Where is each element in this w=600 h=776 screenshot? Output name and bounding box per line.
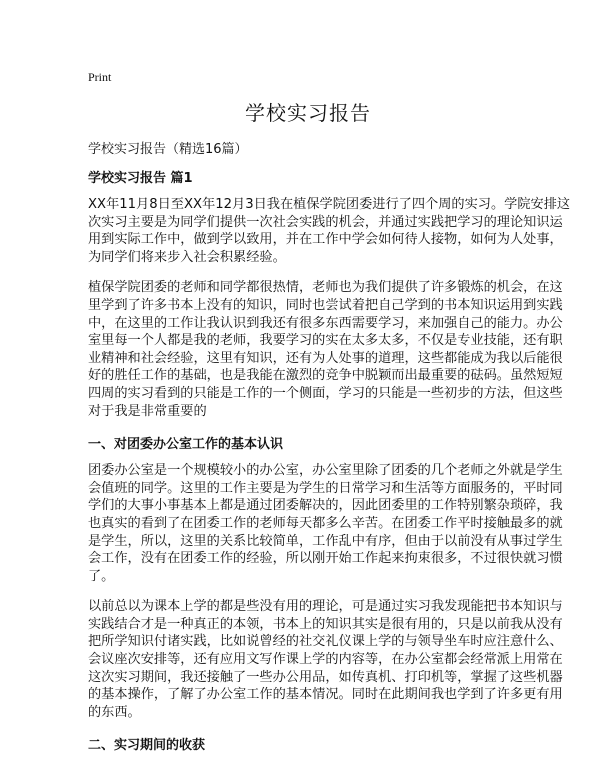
heading-internship-gains: 二、实习期间的收获 [88,738,206,754]
text-line: 室里每一个人都是我的老师，我要学习的实在太多太多，不仅是专业技能，还有职 [88,333,563,349]
text-line: 好的胜任工作的基础，也是我能在激烈的竞争中脱颖而出最重要的砝码。虽然短短 [88,368,563,384]
section-heading: 学校实习报告 篇1 [88,171,193,186]
print-label: Print [88,70,112,84]
text-line: 了。 [88,568,115,584]
heading-basic-understanding: 一、对团委办公室工作的基本认识 [88,437,284,453]
text-line: 也真实的看到了在团委工作的老师每天都多么辛苦。在团委工作平时接触最多的就 [88,515,563,531]
text-line: 以前总以为课本上学的都是些没有用的理论，可是通过实习我发现能把书本知识与 [88,599,563,615]
document-page [88,70,571,763]
text-line: 是学生，所以，这里的关系比较简单，工作乱中有序，但由于以前没有从事过学生 [88,533,563,549]
text-line: 这次实习期间，我还接触了一些办公用品，如传真机、打印机等，掌握了这些机器 [88,669,563,685]
text-line: 会议座次安排等，还有应用文写作课上学的内容等，在办公室都会经常派上用常在 [88,652,563,668]
paragraph-1 [88,196,571,266]
document-subtitle: 学校实习报告（精选16篇） [88,142,248,157]
document-title: 学校实习报告 [245,101,371,125]
paragraph-2 [88,279,563,420]
text-line: 用到实际工作中，做到学以致用，并在工作中学会如何待人接物，如何为人处事， [88,232,563,248]
text-line: 团委办公室是一个规模较小的办公室，办公室里除了团委的几个老师之外就是学生 [88,463,563,479]
text-line: 里学到了许多书本上没有的知识，同时也尝试着把自己学到的书本知识运用到实践 [88,297,563,313]
text-line: 为同学们将来步入社会积累经验。 [88,249,286,265]
text-line: 对于我是非常重要的 [88,403,207,419]
paragraph-4 [88,598,563,721]
text-line: 四周的实习看到的只能是工作的一个侧面，学习的只能是一些初步的方法，但这些 [88,385,563,401]
text-line: 次实习主要是为同学们提供一次社会实践的机会，并通过实践把学习的理论知识运 [88,214,563,230]
text-line: 植保学院团委的老师和同学都很热情，老师也为我们提供了许多锻炼的机会，在这 [88,280,563,296]
text-line: 会工作，没有在团委工作的经验，所以刚开始工作起来拘束很多，不过很快就习惯 [88,551,563,567]
text-line: 中，在这里的工作让我认识到我还有很多东西需要学习，来加强自己的能力。办公 [88,315,563,331]
text-line: 的基本操作，了解了办公室工作的基本情况。同时在此期间我也学到了许多更有用 [88,687,563,703]
text-line: 业精神和社会经验，这里有知识，还有为人处事的道理，这些都能成为我以后能很 [88,350,563,366]
text-line: XX年11月8日至XX年12月3日我在植保学院团委进行了四个周的实习。学院安排这 [88,197,571,212]
text-line: 实践结合才是一种真正的本领，书本上的知识其实是很有用的，只是以前我从没有 [88,616,563,632]
text-line: 把所学知识付诸实践，比如说曾经的社交礼仪课上学的与领导坐车时应注意什么、 [88,634,563,650]
paragraph-3 [88,462,563,585]
text-line: 学们的大事小事基本上都是通过团委解决的，因此团委里的工作特别繁杂琐碎，我 [88,498,563,514]
text-line: 的东西。 [88,704,141,720]
text-line: 会值班的同学。这里的工作主要是为学生的日常学习和生活等方面服务的，平时同 [88,480,563,496]
